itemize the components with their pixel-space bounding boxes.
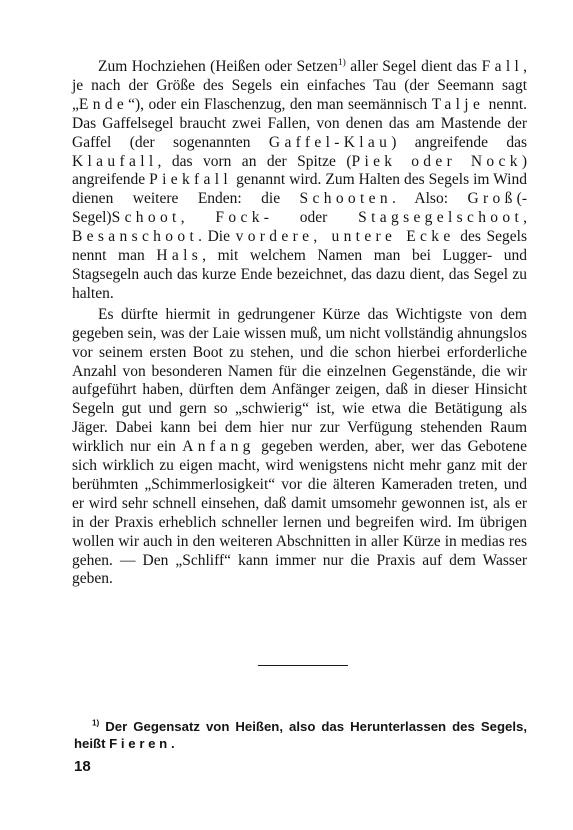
text-run: ,	[180, 209, 216, 227]
spaced-term: Gaffel-Klau	[268, 133, 392, 151]
text-run: “), oder ein Flaschenzug, den man seemännisch	[128, 95, 432, 113]
spaced-term: Klaufall	[72, 152, 158, 170]
text-run: gegeben werden, aber, wer das Gebotene sich wirklich zu eigen macht, wird wenigstens nicht mehr ganz mit der berühmten „Schimmerlosigkeit“ vor die älteren Kameraden treten, und er wird sehr schnell einsehen, daß damit umsomehr gewonnen ist, als er in der Praxis erheblich schneller lernen und begreifen wird. Im übrigen wollen wir auch in den weiteren Abschnitten in aller Kürze in medias res gehen. — Den „Schliff“ kann immer nur die Praxis auf dem Wasser geben.	[72, 438, 527, 588]
spaced-term: Fieren	[109, 736, 171, 751]
paragraph-summary	[72, 306, 527, 590]
text-run: , mit welchem Namen man bei Lugger- und Stagsegeln auch das kurze Ende bezeichnet, das dazu dient, das Segel zu halten.	[72, 247, 528, 302]
footnote	[74, 718, 527, 752]
page-number: 18	[74, 758, 91, 775]
spaced-term: Anfang	[182, 438, 255, 456]
footnote-marker: 1)	[92, 718, 100, 728]
text-run: , je nach der Größe des Segels ein einfaches Tau (der Seemann sagt „	[72, 58, 527, 113]
text-run: Es dürfte hiermit in gedrungener Kürze das Wichtigste von dem gegeben sein, was der Laie wissen muß, um nicht vollständig ahnungslos vor seinem ersten Boot zu stehen, und die schon hierbei erforderliche Anzahl von besonderen Namen für die einzelnen Gegenstände, die wir aufgeführt haben, dürften dem Anfänger zeigen, daß in dieser Hinsicht Segeln gut und gern so „schwierig“ ist, wie etwa die Betätigung als Jäger. Dabei kann bei dem hier nur zur Verfügung stehenden Raum wirklich nur ein	[72, 305, 527, 456]
section-divider	[258, 665, 348, 666]
footnote-marker: 1)	[337, 56, 346, 68]
spaced-term: Ende	[78, 95, 129, 113]
text-run: - oder	[263, 209, 359, 227]
text-run: ) angreifende	[72, 152, 527, 189]
text-run: genannt wird. Zum Halten des Segels im Wind dienen weitere Enden: die	[72, 171, 527, 208]
spaced-term: Hals	[156, 247, 203, 265]
spaced-term: Schoot	[111, 209, 181, 227]
spaced-term: Schooten	[299, 190, 392, 208]
text-run: ) angreifende das	[391, 133, 527, 151]
spaced-term: Talje	[431, 95, 485, 113]
spaced-term: Piekfall	[149, 171, 233, 189]
text-run: des Segels nennt man	[72, 228, 527, 265]
spaced-term: Fall	[481, 58, 524, 75]
spaced-term: Groß	[467, 190, 517, 208]
text-run: . Die	[198, 228, 236, 246]
text-run: . Also:	[391, 190, 468, 208]
footnote-text	[74, 718, 527, 752]
text-run: ,	[523, 209, 528, 227]
paragraph-hoisting-sails	[72, 58, 527, 304]
text-run: nennt. Das Gaffelsegel braucht zwei Fallen, von denen das am Mastende der Gaffel (der sogenannten	[72, 95, 527, 151]
spaced-term: Stagsegelschoot	[358, 209, 524, 227]
text-run: .	[170, 736, 175, 751]
text-run: (-Segel)	[72, 190, 527, 227]
body-text	[72, 58, 527, 589]
text-run: , das vorn an der Spitze (	[157, 152, 352, 170]
spaced-term: Besanschoot	[72, 228, 199, 246]
text-run: aller Segel dient das	[345, 58, 482, 75]
spaced-term: vordere, untere Ecke	[235, 228, 455, 246]
text-run: Der Gegensatz von Heißen, also das Herunterlassen des Segels, heißt	[74, 719, 527, 751]
spaced-term: Piek oder Nock	[351, 152, 522, 170]
text-run: Zum Hochziehen (Heißen oder Setzen	[98, 58, 338, 75]
spaced-term: Fock	[215, 209, 264, 227]
